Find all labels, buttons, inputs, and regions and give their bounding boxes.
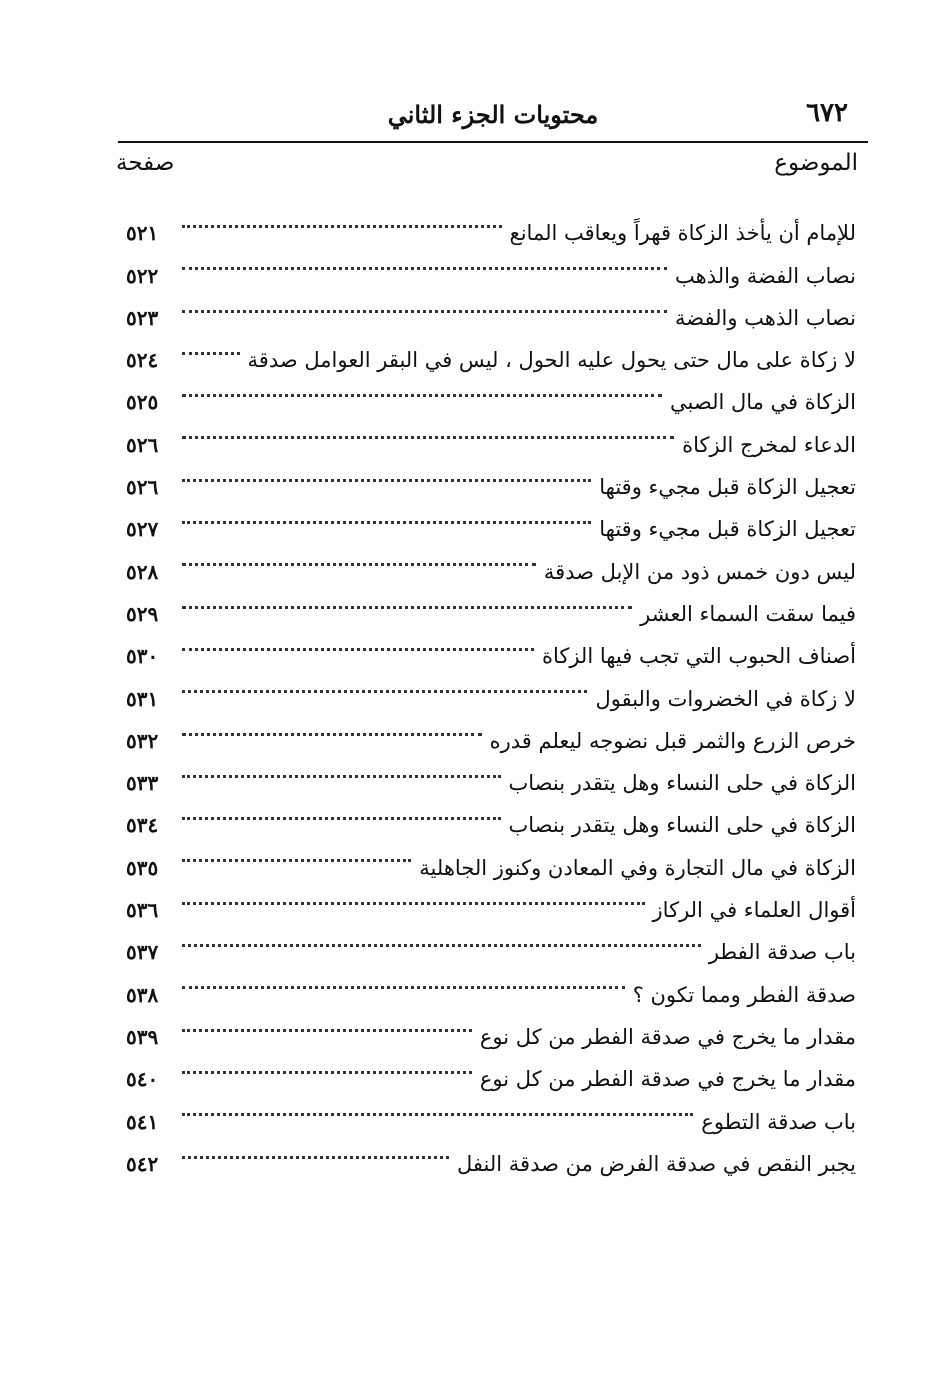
toc-entry-title: أصناف الحبوب التي تجب فيها الزكاة bbox=[541, 644, 856, 669]
toc-entry-page: ٥٣٤ bbox=[126, 813, 159, 838]
dot-leader bbox=[182, 1044, 472, 1086]
toc-entry-page: ٥٢٩ bbox=[126, 601, 159, 626]
toc-entry-page: ٥٣١ bbox=[126, 686, 159, 711]
toc-entry-title: فيما سقت السماء العشر bbox=[640, 601, 856, 626]
toc-entry-title: نصاب الذهب والفضة bbox=[675, 305, 856, 330]
dot-leader bbox=[182, 579, 632, 621]
toc-entry-title: لا زكاة على مال حتى يحول عليه الحول ، ليس في البقر العوامل صدقة bbox=[247, 348, 856, 373]
toc-entry-title: الدعاء لمخرج الزكاة bbox=[682, 432, 856, 457]
toc-entry-title: ليس دون خمس ذود من الإبل صدقة bbox=[543, 559, 856, 584]
toc-entry-title: خرص الزرع والثمر قبل نضوجه ليعلم قدره bbox=[489, 728, 856, 753]
toc-entry-title: الزكاة في حلى النساء وهل يتقدر بنصاب bbox=[508, 771, 856, 796]
toc-entry-page: ٥٢٦ bbox=[126, 432, 159, 457]
page-number: ٦٧٢ bbox=[806, 98, 848, 128]
toc-entry-page: ٥٢٤ bbox=[126, 348, 159, 373]
toc-entry-page: ٥٣٣ bbox=[126, 771, 159, 796]
dot-leader bbox=[182, 790, 501, 832]
header-rule bbox=[118, 141, 868, 143]
toc-entry bbox=[126, 198, 856, 246]
dot-leader bbox=[182, 452, 591, 494]
toc-entry-page: ٥٣٢ bbox=[126, 728, 159, 753]
toc-entry-title: للإمام أن يأخذ الزكاة قهراً ويعاقب المانع bbox=[509, 221, 856, 246]
running-title: محتويات الجزء الثاني bbox=[387, 100, 599, 129]
toc-entry-page: ٥٣٠ bbox=[126, 644, 159, 669]
dot-leader bbox=[182, 875, 645, 917]
topic-column-heading: الموضوع bbox=[774, 150, 858, 176]
toc-entry-title: تعجيل الزكاة قبل مجيء وقتها bbox=[599, 475, 856, 500]
toc-entry-page: ٥٤٢ bbox=[126, 1151, 159, 1176]
dot-leader bbox=[182, 621, 534, 663]
dot-leader bbox=[182, 325, 240, 367]
running-header bbox=[118, 96, 868, 142]
dot-leader bbox=[182, 367, 662, 409]
dot-leader bbox=[182, 706, 482, 748]
toc-entry-page: ٥٢٣ bbox=[126, 305, 159, 330]
toc-entry-page: ٥٢٢ bbox=[126, 263, 159, 288]
table-of-contents bbox=[126, 198, 856, 1176]
dot-leader bbox=[182, 536, 536, 578]
toc-entry-page: ٥٢٦ bbox=[126, 475, 159, 500]
toc-entry-title: تعجيل الزكاة قبل مجيء وقتها bbox=[599, 517, 856, 542]
toc-entry-page: ٥٣٩ bbox=[126, 1024, 159, 1049]
dot-leader bbox=[182, 409, 674, 451]
toc-entry-page: ٥٣٦ bbox=[126, 898, 159, 923]
toc-entry-page: ٥٣٧ bbox=[126, 940, 159, 965]
dot-leader bbox=[182, 283, 667, 325]
toc-entry-title: الزكاة في مال الصبي bbox=[670, 390, 856, 415]
dot-leader bbox=[182, 240, 667, 282]
dot-leader bbox=[182, 959, 625, 1001]
toc-entry-title: أقوال العلماء في الركاز bbox=[652, 898, 856, 923]
dot-leader bbox=[182, 832, 411, 874]
toc-entry-title: مقدار ما يخرج في صدقة الفطر من كل نوع bbox=[479, 1024, 856, 1049]
dot-leader bbox=[182, 663, 587, 705]
dot-leader bbox=[182, 748, 501, 790]
toc-entry-page: ٥٢٧ bbox=[126, 517, 159, 542]
dot-leader bbox=[182, 917, 701, 959]
toc-entry-title: لا زكاة في الخضروات والبقول bbox=[595, 686, 856, 711]
page-column-heading: صفحة bbox=[116, 150, 175, 176]
toc-entry-page: ٥٢١ bbox=[126, 221, 159, 246]
dot-leader bbox=[182, 1002, 472, 1044]
toc-entry-title: صدقة الفطر ومما تكون ؟ bbox=[632, 982, 856, 1007]
dot-leader bbox=[182, 1129, 449, 1171]
toc-entry-title: باب صدقة التطوع bbox=[701, 1109, 856, 1134]
toc-entry-title: يجبر النقص في صدقة الفرض من صدقة النفل bbox=[457, 1151, 856, 1176]
toc-entry-page: ٥٤٠ bbox=[126, 1067, 159, 1092]
toc-entry-page: ٥٢٨ bbox=[126, 559, 159, 584]
toc-entry-page: ٥٤١ bbox=[126, 1109, 159, 1134]
toc-entry-page: ٥٣٨ bbox=[126, 982, 159, 1007]
toc-entry-title: الزكاة في مال التجارة وفي المعادن وكنوز الجاهلية bbox=[419, 855, 856, 880]
toc-entry-title: نصاب الفضة والذهب bbox=[675, 263, 856, 288]
dot-leader bbox=[182, 1086, 693, 1128]
toc-entry-page: ٥٢٥ bbox=[126, 390, 159, 415]
toc-entry-page: ٥٣٥ bbox=[126, 855, 159, 880]
dot-leader bbox=[182, 494, 591, 536]
column-headings bbox=[112, 150, 862, 186]
dot-leader bbox=[182, 198, 502, 240]
toc-entry-title: الزكاة في حلى النساء وهل يتقدر بنصاب bbox=[508, 813, 856, 838]
toc-entry-title: مقدار ما يخرج في صدقة الفطر من كل نوع bbox=[479, 1067, 856, 1092]
toc-entry-title: باب صدقة الفطر bbox=[708, 940, 856, 965]
